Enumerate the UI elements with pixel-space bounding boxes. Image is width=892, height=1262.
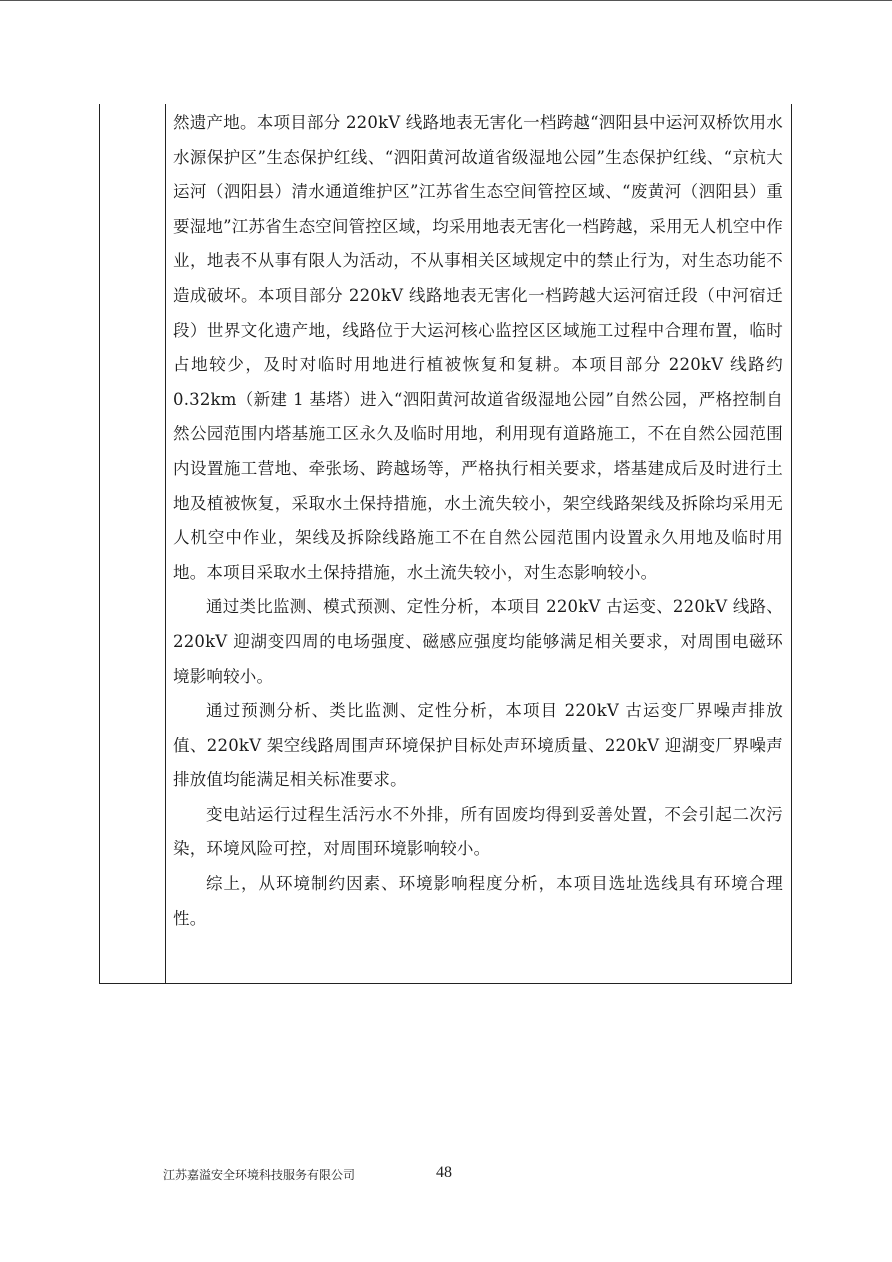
table-content-cell <box>166 104 791 983</box>
page-top-rule <box>0 0 892 1</box>
paragraph-electromagnetic: 通过类比监测、模式预测、定性分析，本项目 220kV 古运变、220kV 线路、220kV 迎湖变四周的电场强度、磁感应强度均能够满足相关要求，对周围电磁环境影响较小。 <box>173 597 783 686</box>
paragraph-ecology: 然遗产地。本项目部分 220kV 线路地表无害化一档跨越“泗阳县中运河双桥饮用水水源保护区”生态保护红线、“泗阳黄河故道省级湿地公园”生态保护红线、“京杭大运河（泗阳县）清水通道维护区”江苏省生态空间管控区域、“废黄河（泗阳县）重要湿地”江苏省生态空间管控区域，均采用地表无害化一档跨越，采用无人机空中作业，地表不从事有限人为活动，不从事相关区域规定中的禁止行为，对生态功能不造成破坏。本项目部分 220kV 线路地表无害化一档跨越大运河宿迁段（中河宿迁段）世界文化遗产地，线路位于大运河核心监控区区域施工过程中合理布置，临时占地较少，及时对临时用地进行植被恢复和复耕。本项目部分 220kV 线路约 0.32km（新建 1 基塔）进入“泗阳黄河故道省级湿地公园”自然公园，严格控制自然公园范围内塔基施工区永久及临时用地，利用现有道路施工，不在自然公园范围内设置施工营地、牵张场、跨越场等，严格执行相关要求，塔基建成后及时进行土地及植被恢复，采取水土保持措施，水土流失较小，架空线路架线及拆除均采用无人机空中作业，架线及拆除线路施工不在自然公园范围内设置永久用地及临时用地。本项目采取水土保持措施，水土流失较小，对生态影响较小。 <box>173 113 783 582</box>
paragraph-wastewater: 变电站运行过程生活污水不外排，所有固废均得到妥善处置，不会引起二次污染，环境风险可控，对周围环境影响较小。 <box>173 804 783 859</box>
paragraph-conclusion: 综上，从环境制约因素、环境影响程度分析，本项目选址选线具有环境合理性。 <box>173 874 783 928</box>
footer-page-number: 48 <box>436 1164 452 1181</box>
table-label-cell <box>100 104 166 983</box>
paragraph-noise: 通过预测分析、类比监测、定性分析，本项目 220kV 古运变厂界噪声排放值、220kV 架空线路周围声环境保护目标处声环境质量、220kV 迎湖变厂界噪声排放值均能满足相关标准要求。 <box>173 701 783 790</box>
footer-company-name: 江苏嘉溢安全环境科技服务有限公司 <box>163 1168 356 1182</box>
report-table <box>99 104 792 984</box>
